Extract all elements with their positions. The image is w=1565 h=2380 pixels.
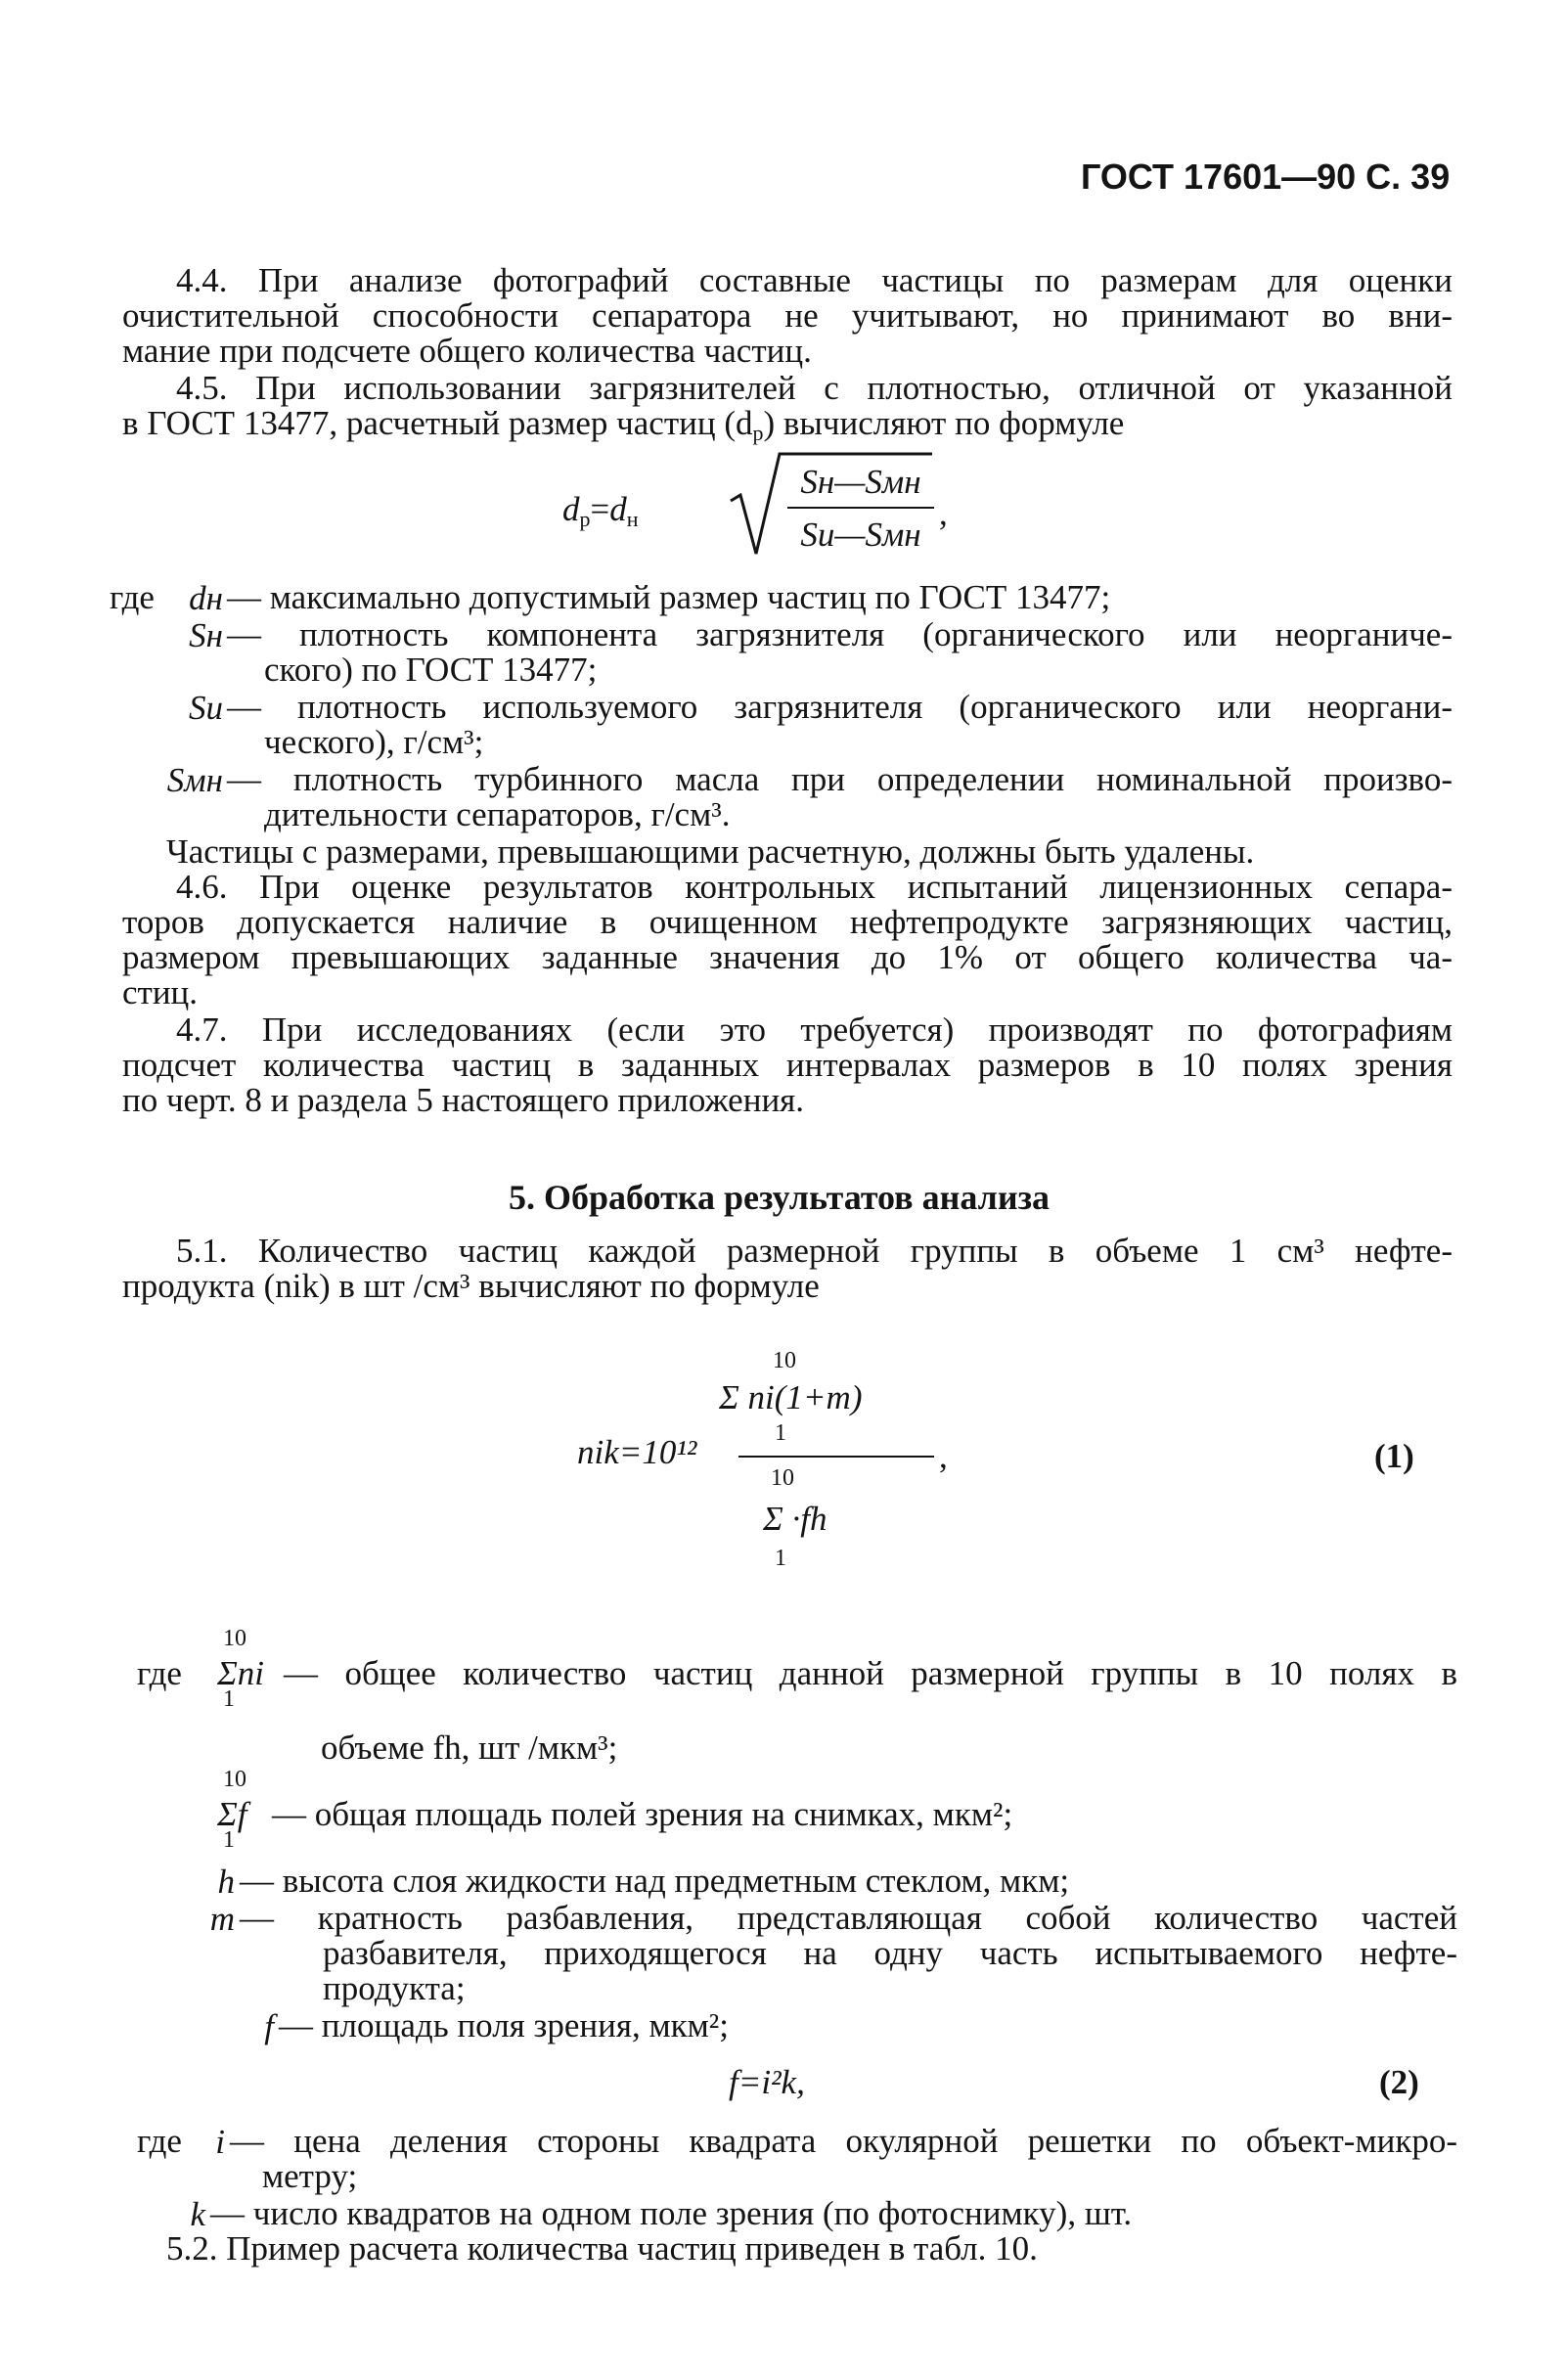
def-ni-line2: объеме fh, шт /мкм³; xyxy=(321,1729,618,1767)
def-k-text: — число квадратов на одном поле зрения (по фотоснимку), шт. xyxy=(210,2194,1133,2232)
f2-den-top: 10 xyxy=(771,1465,794,1491)
def-smn-term: Sмн xyxy=(166,761,223,799)
f2-numerator: Σ ni(1+m) xyxy=(719,1378,863,1416)
def-fa-text: — площадь поля зрения, мкм²; xyxy=(279,2006,729,2044)
def-ni-low: 1 xyxy=(223,1686,235,1712)
def-si-term: Sи xyxy=(189,689,223,727)
p4-5-line1: 4.5. При использовании загрязнителей с плотностью, отличной от указанной xyxy=(176,369,1453,407)
def-m-line3: продукта; xyxy=(323,1969,466,2007)
def-fa-term: f xyxy=(264,2007,274,2045)
def-i-line1: — цена деления стороны квадрата окулярной решетки по объект-микро- xyxy=(230,2122,1457,2160)
def-dn-text: — максимально допустимый размер частиц по ГОСТ 13477; xyxy=(227,578,1111,616)
defs3-where: где xyxy=(137,2122,182,2160)
def-h-text: — высота слоя жидкости над предметным стеклом, мкм; xyxy=(240,1862,1070,1900)
f2-top-limit: 10 xyxy=(773,1348,796,1373)
f2-num-low: 1 xyxy=(775,1420,786,1446)
p-remove: Частицы с размерами, превышающими расчетную, должны быть удалены. xyxy=(166,832,1255,871)
page-header: ГОСТ 17601—90 С. 39 xyxy=(1081,157,1451,197)
p4-4-line2: очистительной способности сепаратора не учитывают, но принимают во вни- xyxy=(122,296,1453,335)
def-ni-top: 10 xyxy=(223,1626,246,1651)
dp-sub: р xyxy=(579,507,591,531)
p4-6-line2: торов допускается наличие в очищенном нефтепродукте загрязняющих частиц, xyxy=(122,903,1453,941)
def-m-line1: — кратность разбавления, представляющая собой количество частей xyxy=(240,1899,1457,1937)
def-ni-line1: — общее количество частиц данной размерной группы в 10 полях в xyxy=(284,1654,1457,1692)
def-f-low: 1 xyxy=(223,1827,235,1853)
p5-1-line2: продукта (nik) в шт /см³ вычисляют по формуле xyxy=(122,1267,820,1305)
p4-5-text-a: в ГОСТ 13477, расчетный размер частиц (d xyxy=(122,404,753,442)
section-5-heading: 5. Обработка результатов анализа xyxy=(509,1178,1051,1217)
dp-comma: , xyxy=(939,494,948,532)
p4-4-line3: мание при подсчете общего количества частиц. xyxy=(122,332,812,370)
p4-5-text-b: ) вычисляют по формуле xyxy=(763,404,1125,442)
p4-6-line3: размером превышающих заданные значения до 1% от общего количества ча- xyxy=(122,938,1453,976)
formula-1-number: (1) xyxy=(1374,1437,1414,1475)
f2-denominator: Σ ·fh xyxy=(763,1500,827,1538)
p4-4-line1: 4.4. При анализе фотографий составные частицы по размерам для оценки xyxy=(176,261,1453,299)
p4-6-line4: стиц. xyxy=(122,973,199,1011)
def-sn-line1: — плотность компонента загрязнителя (органического или неорганиче- xyxy=(227,615,1453,653)
formula-2-number: (2) xyxy=(1379,2063,1419,2101)
f2-lhs: nik=10¹² xyxy=(577,1433,697,1471)
def-f-term: Σf xyxy=(217,1795,247,1833)
def-i-term: i xyxy=(215,2123,225,2161)
dn-sub: н xyxy=(626,507,639,531)
f2-den-low: 1 xyxy=(775,1546,786,1571)
def-sn-line2: ского) по ГОСТ 13477; xyxy=(264,651,598,689)
def-dn-term: dн xyxy=(189,579,223,617)
formula-f: f=i²k, xyxy=(729,2063,805,2101)
def-h-term: h xyxy=(217,1863,235,1901)
def-ni-term: Σni xyxy=(217,1654,265,1692)
p4-7-line1: 4.7. При исследованиях (если это требуется) производят по фотографиям xyxy=(176,1010,1453,1049)
p4-7-line2: подсчет количества частиц в заданных интервалах размеров в 10 полях зрения xyxy=(122,1046,1453,1084)
dp-fraction-bar xyxy=(787,507,934,509)
p5-2: 5.2. Пример расчета количества частиц приведен в табл. 10. xyxy=(166,2229,1038,2268)
dp-denominator: Sи—Sмн xyxy=(800,516,921,554)
dp-d: d xyxy=(562,490,580,528)
def-smn-line1: — плотность турбинного масла при определении номинальной произво- xyxy=(227,760,1453,798)
def-i-line2: метру; xyxy=(262,2157,358,2195)
def-sn-term: Sн xyxy=(189,616,223,654)
dp-numerator: Sн—Sмн xyxy=(800,463,921,501)
def-si-line2: ческого), г/см³; xyxy=(264,723,484,761)
def-m-line2: разбавителя, приходящегося на одну часть испытываемого нефте- xyxy=(323,1934,1457,1972)
p5-1-line1: 5.1. Количество частиц каждой размерной группы в объеме 1 см³ нефте- xyxy=(176,1232,1453,1270)
def-m-term: m xyxy=(209,1900,235,1938)
defs1-where: где xyxy=(110,578,155,616)
f2-comma: , xyxy=(939,1437,948,1475)
f2-fraction-bar xyxy=(738,1456,934,1458)
p4-7-line3: по черт. 8 и раздела 5 настоящего приложения. xyxy=(122,1081,805,1119)
dn-d: d xyxy=(609,490,627,528)
defs2-where: где xyxy=(137,1654,182,1692)
def-si-line1: — плотность используемого загрязнителя (органического или неоргани- xyxy=(227,688,1453,726)
def-smn-line2: дительности сепараторов, г/см³. xyxy=(264,795,731,833)
formula-dp-lhs xyxy=(562,491,639,538)
p4-5-line2 xyxy=(122,405,1124,452)
def-f-top: 10 xyxy=(223,1767,246,1792)
def-f-text: — общая площадь полей зрения на снимках, мкм²; xyxy=(272,1795,1013,1833)
p4-5-sub: p xyxy=(752,421,764,445)
dp-eq: = xyxy=(590,490,610,528)
p4-6-line1: 4.6. При оценке результатов контрольных испытаний лицензионных сепара- xyxy=(176,868,1453,906)
def-k-term: k xyxy=(190,2195,205,2233)
